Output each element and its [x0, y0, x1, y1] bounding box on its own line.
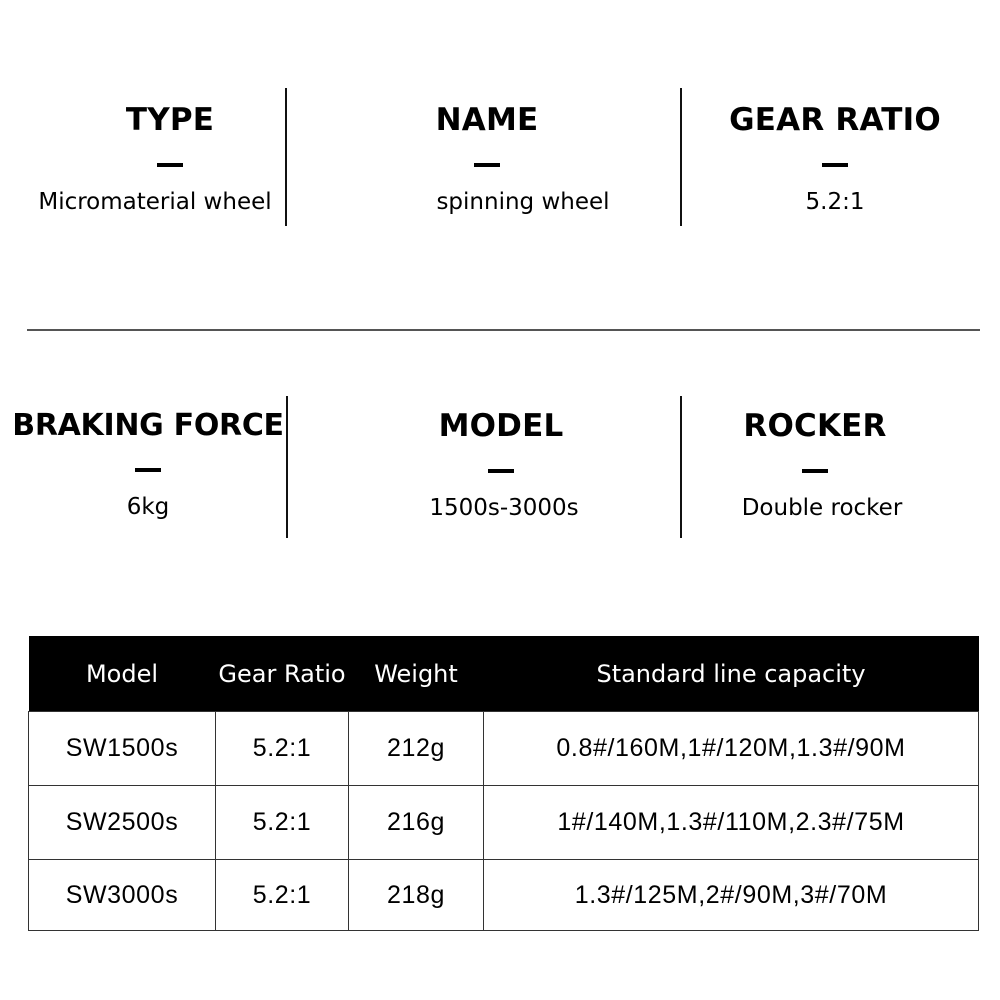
spec-label: GEAR RATIO: [729, 102, 941, 138]
cell-model: SW3000s: [29, 860, 216, 931]
cell-line-capacity: 0.8#/160M,1#/120M,1.3#/90M: [484, 712, 979, 786]
spec-row-1: [0, 88, 1000, 238]
cell-weight: 218g: [349, 860, 484, 931]
spec-rocker: [665, 396, 965, 520]
spec-label: BRAKING FORCE: [12, 408, 284, 443]
spec-value: Double rocker: [741, 495, 903, 521]
spec-value: 6kg: [126, 494, 170, 520]
cell-gear-ratio: 5.2:1: [216, 860, 349, 931]
spec-label: TYPE: [125, 102, 215, 138]
model-spec-table: [28, 636, 979, 931]
cell-model: SW1500s: [29, 712, 216, 786]
section-divider: [27, 329, 980, 331]
column-header-gear-ratio: Gear Ratio: [216, 636, 349, 712]
spec-type: [20, 88, 320, 214]
table-row: [29, 786, 979, 860]
cell-gear-ratio: 5.2:1: [216, 786, 349, 860]
spec-label: MODEL: [438, 408, 564, 444]
spec-value: 5.2:1: [805, 189, 865, 215]
spec-value: Micromaterial wheel: [38, 189, 272, 215]
spec-row-2: [0, 396, 1000, 546]
spec-label: ROCKER: [743, 408, 887, 444]
cell-model: SW2500s: [29, 786, 216, 860]
cell-gear-ratio: 5.2:1: [216, 712, 349, 786]
spec-value: 1500s-3000s: [429, 495, 579, 521]
spec-divider: [285, 88, 287, 226]
column-header-model: Model: [29, 636, 216, 712]
spec-dash: [135, 468, 161, 472]
spec-dash: [802, 469, 828, 473]
spec-divider: [286, 396, 288, 538]
spec-gear-ratio: [685, 88, 985, 214]
column-header-line-capacity: Standard line capacity: [484, 636, 979, 712]
cell-weight: 212g: [349, 712, 484, 786]
spec-dash: [157, 163, 183, 167]
spec-name: [337, 88, 637, 214]
cell-line-capacity: 1.3#/125M,2#/90M,3#/70M: [484, 860, 979, 931]
spec-label: NAME: [435, 102, 539, 138]
column-header-weight: Weight: [349, 636, 484, 712]
table-header-row: [29, 636, 979, 712]
cell-line-capacity: 1#/140M,1.3#/110M,2.3#/75M: [484, 786, 979, 860]
cell-weight: 216g: [349, 786, 484, 860]
spec-dash: [488, 469, 514, 473]
spec-braking-force: [0, 396, 296, 519]
table-row: [29, 860, 979, 931]
table-row: [29, 712, 979, 786]
spec-divider: [680, 88, 682, 226]
spec-model: [351, 396, 651, 520]
spec-dash: [822, 163, 848, 167]
spec-dash: [474, 163, 500, 167]
spec-value: spinning wheel: [436, 189, 610, 215]
